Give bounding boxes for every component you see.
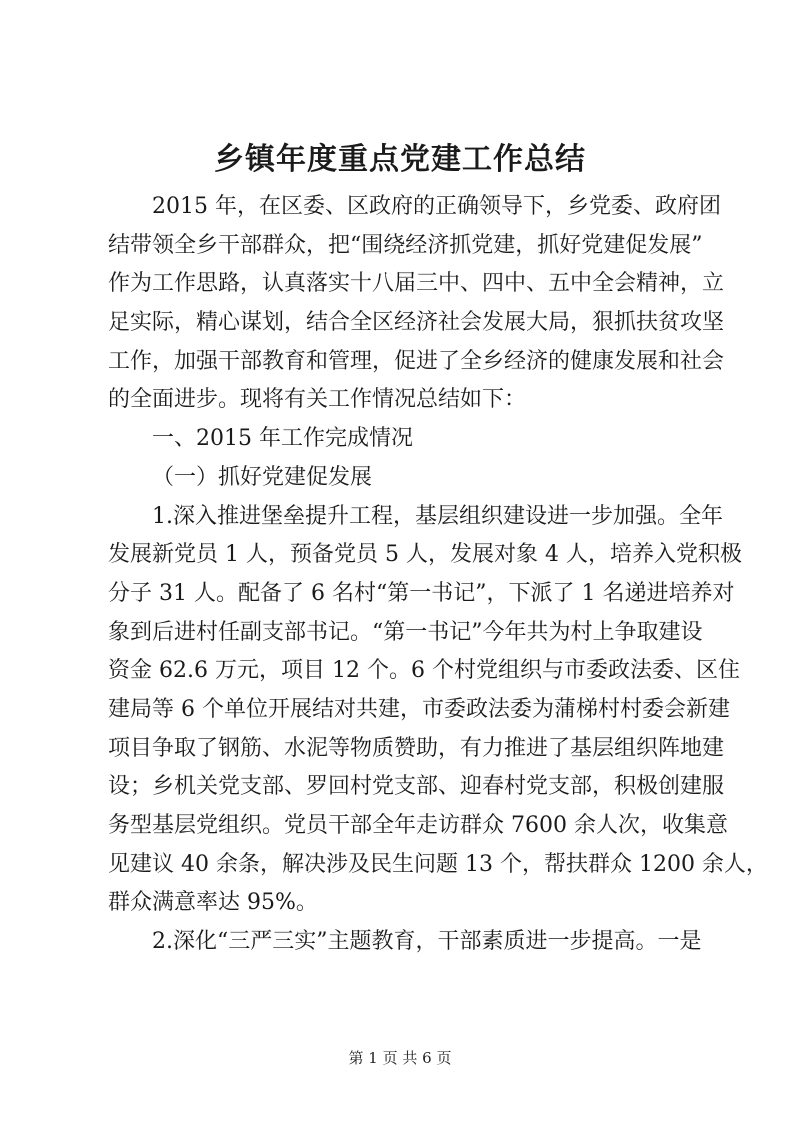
text-line: 工作，加强干部教育和管理，促进了全乡经济的健康发展和社会 (108, 348, 725, 374)
text-line: 群众满意率达 95%。 (108, 890, 318, 916)
text-line: 项目争取了钢筋、水泥等物质赞助，有力推进了基层组织阵地建 (108, 735, 725, 761)
text-line: 的全面进步。现将有关工作情况总结如下： (108, 387, 527, 413)
text-line: 务型基层党组织。党员干部全年走访群众 7600 余人次，收集意 (108, 813, 728, 838)
document-title: 乡镇年度重点党建工作总结 (214, 142, 586, 177)
text-line: 分子 31 人。配备了 6 名村“第一书记”，下派了 1 名递进培养对 (108, 580, 735, 606)
page-footer: 第 1 页 共 6 页 (348, 1049, 452, 1067)
text-line: 足实际，精心谋划，结合全区经济社会发展大局，狠抓扶贫攻坚 (108, 310, 725, 336)
text-line: 资金 62.6 万元，项目 12 个。6 个村党组织与市委政法委、区住 (108, 658, 740, 684)
text-line: 发展新党员 1 人，预备党员 5 人，发展对象 4 人，培养入党积极 (108, 542, 742, 568)
text-line: 结带领全乡干部群众，把“围绕经济抓党建，抓好党建促发展” (108, 232, 703, 258)
text-line: 2015 年，在区委、区政府的正确领导下，乡党委、政府团 (152, 194, 721, 219)
text-line: 2.深化“三严三实”主题教育，干部素质进一步提高。一是 (152, 929, 702, 955)
section-heading: 一、2015 年工作完成情况 (152, 426, 413, 452)
document-body (108, 188, 768, 962)
subsection-heading: （一）抓好党建促发展 (152, 464, 373, 490)
text-line: 见建议 40 余条，解决涉及民生问题 13 个，帮扶群众 1200 余人， (108, 851, 768, 877)
text-line: 建局等 6 个单位开展结对共建，市委政法委为蒲梯村村委会新建 (108, 696, 730, 722)
text-line: 设；乡机关党支部、罗回村党支部、迎春村党支部，积极创建服 (108, 774, 725, 800)
text-line: 象到后进村任副支部书记。“第一书记”今年共为村上争取建设 (108, 619, 703, 645)
text-line: 作为工作思路，认真落实十八届三中、四中、五中全会精神，立 (108, 271, 725, 297)
text-line: 1.深入推进堡垒提升工程，基层组织建设进一步加强。全年 (152, 503, 723, 529)
